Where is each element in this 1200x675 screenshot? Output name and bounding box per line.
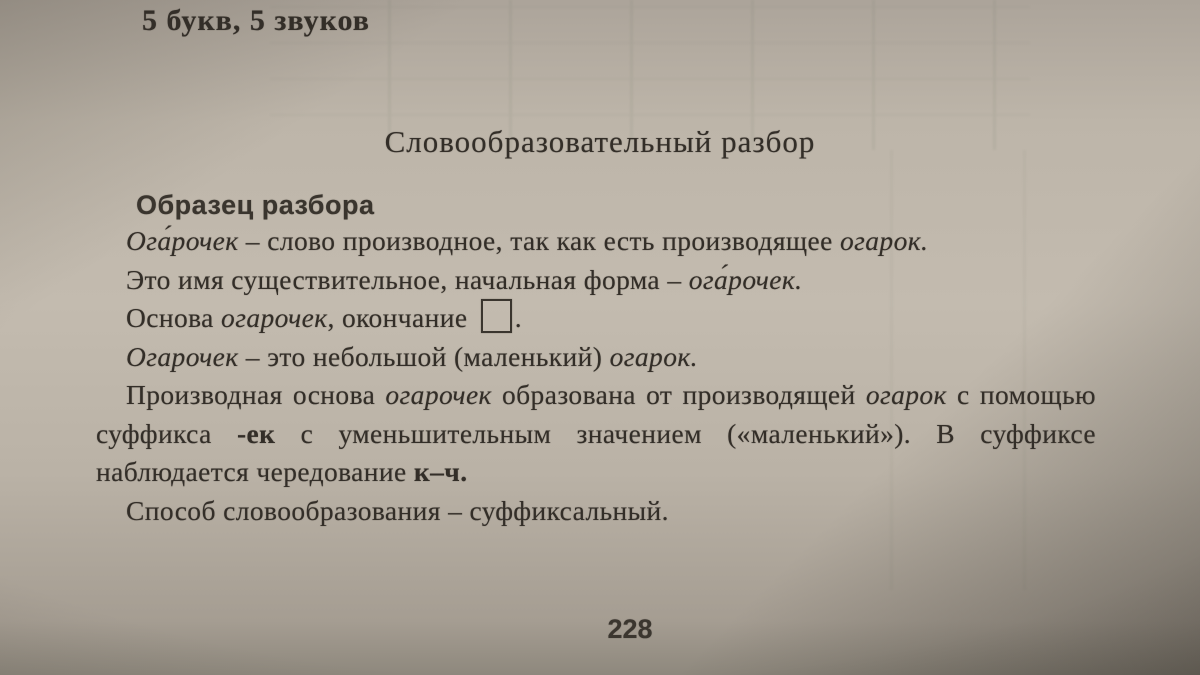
page-number: 228: [607, 614, 653, 644]
text-segment: ога́рочек.: [688, 263, 803, 295]
text-segment: Основа: [126, 302, 222, 333]
paragraph: [96, 222, 1096, 261]
paragraph: [96, 492, 1096, 531]
text-segment: – слово производное, так как есть производящее: [238, 225, 840, 256]
section-title: Словообразовательный разбор: [384, 124, 816, 159]
subheading-sample-analysis: Образец разбора: [136, 190, 375, 220]
text-segment: с помощью суффикса: [96, 379, 1096, 449]
text-segment: огарок.: [609, 340, 698, 372]
text-segment: с уменьшительным значением («маленький»). В суффиксе наблюдается чередование: [96, 417, 1096, 487]
text-segment: огарок.: [839, 225, 929, 256]
text-segment: , окончание: [327, 302, 475, 333]
text-segment: Производная основа: [126, 379, 386, 410]
text-segment: огарочек: [385, 379, 492, 410]
paragraph: [96, 299, 1096, 338]
text-segment: – это небольшой (маленький): [238, 340, 610, 372]
text-segment: -ек: [236, 417, 276, 449]
top-note: 5 букв, 5 звуков: [142, 4, 370, 37]
paragraph: [96, 338, 1096, 377]
paragraph: [96, 261, 1096, 300]
text-segment: образована от производящей: [491, 379, 866, 410]
text-block: [96, 222, 1096, 530]
text-segment: .: [514, 302, 523, 333]
text-segment: Ога́рочек: [126, 225, 239, 256]
text-segment: Это имя существительное, начальная форма –: [126, 263, 689, 295]
text-segment: огарочек: [221, 302, 328, 333]
text-segment: Огарочек: [126, 340, 239, 372]
text-segment: огарок: [865, 379, 947, 410]
ending-box-symbol: [481, 299, 512, 333]
paragraph: [96, 376, 1096, 492]
text-segment: Способ словообразования – суффиксальный.: [126, 494, 669, 526]
text-segment: к–ч.: [413, 456, 468, 487]
